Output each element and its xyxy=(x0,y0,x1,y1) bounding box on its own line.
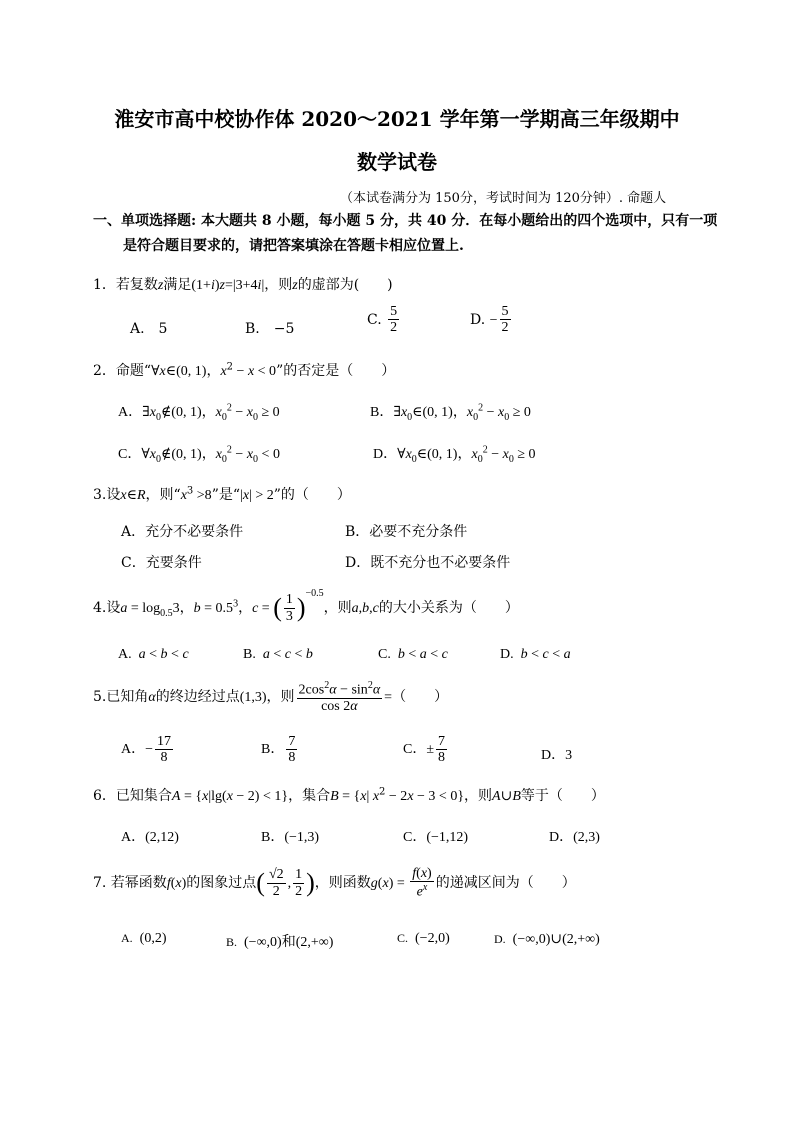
question-3: 3.设x∈R，则“$x^3 >8$”是“|x| > 2”的（ ） xyxy=(93,485,351,503)
q4-option-b: B. a < c < b xyxy=(243,647,313,662)
q1-option-c: C. $\frac{5}{2}$ xyxy=(367,304,398,336)
question-6: 6．已知集合A = {x|lg(x − 2) < 1}，集合B = {x| $x^2 - 2x - 3 < 0$}，则A∪B等于（ ） xyxy=(93,786,605,804)
q4-text-b: ，则 xyxy=(323,600,352,616)
q6-text-b: ，集合 xyxy=(288,788,331,804)
section1-heading-line1: 一、单项选择题: 本大题共 8 小题，每小题 5 分，共 40 分．在每小题给出的四个选项中，只有一项 xyxy=(93,213,718,229)
q3-option-a: A．充分不必要条件 xyxy=(121,524,244,540)
q2-text-a: 2．命题“ xyxy=(93,363,152,379)
q7-option-a: A. (0,2) xyxy=(121,931,167,946)
q3-text-c: ”是“ xyxy=(211,487,241,503)
exam-title-line1: 淮安市高中校协作体 2020～2021 学年第一学期高三年级期中 xyxy=(114,107,680,131)
q4-text-a: 4.设 xyxy=(93,600,121,616)
q5-text-a: 5.已知角 xyxy=(93,689,149,706)
q3-text-d: ”的（ ） xyxy=(273,487,351,503)
q7-text-d: 的递减区间为（ ） xyxy=(435,875,576,892)
q2-option-b: B．$\exists x_0\in(0$, 1)，$x_0^2 - x_0 \ge 0$ xyxy=(370,402,531,423)
q5-option-d: D．3 xyxy=(541,748,573,763)
q4-option-c: C. b < a < c xyxy=(378,647,448,662)
q1-option-a: A. 5 xyxy=(130,321,168,337)
q3-option-c: C．充要条件 xyxy=(121,555,202,571)
q6-option-d: D．(2,3) xyxy=(549,830,600,845)
q1-text-d: 的虚部为( ) xyxy=(297,277,393,293)
q3-option-b: B．必要不充分条件 xyxy=(345,524,468,540)
q6-option-b: B．(−1,3) xyxy=(261,830,320,845)
q3-text-b: ，则“ xyxy=(145,487,181,503)
exam-title-line2: 数学试卷 xyxy=(357,150,437,174)
question-5: 5.已知角α的终边经过点(1,3)，则 $\frac{2\cos^2\alpha - \sin^2\alpha}{\cos 2\alpha}$ =（ ） xyxy=(93,680,449,715)
q1-option-d-label: D. xyxy=(470,311,486,328)
q5-text-d: （ ） xyxy=(392,689,449,706)
q2-option-d: D．$\forall x_0\in(0$, 1)，$x_0^2 - x_0 \ge 0$ xyxy=(373,444,536,465)
q3-text-a: 3.设 xyxy=(93,487,121,503)
q1-option-d: D. − $\frac{5}{2}$ xyxy=(470,304,509,336)
q2-text-b: ”的否定是（ ） xyxy=(276,363,396,379)
q7-and-text: 和 xyxy=(281,935,296,950)
question-4: 4.设$a = \log_{0.5}3$，$b = 0.5^3$，c = ( $\frac{1}{3}$ )$^{-0.5}$，则a,b,c的大小关系为（ ） xyxy=(93,588,519,624)
q1-text-a: 1．若复数 xyxy=(93,277,158,293)
q5-text-c: ，则 xyxy=(266,689,295,706)
q7-text-b: 的图象过点 xyxy=(186,875,257,892)
q7-text-a: 7. 若幂函数 xyxy=(93,875,167,892)
q7-text-c: ，则函数 xyxy=(314,875,371,892)
q4-option-d: D. b < c < a xyxy=(500,647,571,662)
q5-text-b: 的终边经过点 xyxy=(155,689,240,706)
q5-option-b: B． $\frac{7}{8}$ xyxy=(261,734,296,766)
section1-heading-line2: 是符合题目要求的，请把答案填涂在答题卡相应位置上. xyxy=(123,238,464,254)
exam-note: （本试卷满分为 150分，考试时间为 120分钟）. 命题人 xyxy=(340,191,667,206)
q1-option-c-label: C. xyxy=(367,311,382,328)
q7-option-b: B. (−∞,0)和(2,+∞) xyxy=(226,935,334,950)
q6-option-c: C．(−1,12) xyxy=(403,830,469,845)
q5-option-a: A．− $\frac{17}{8}$ xyxy=(121,734,172,766)
q2-option-a: A．$\exists x_0\notin(0$, 1)，$x_0^2 - x_0 \ge 0$ xyxy=(118,402,280,423)
q5-option-c: C．± $\frac{7}{8}$ xyxy=(403,734,446,766)
q6-option-a: A．(2,12) xyxy=(121,830,179,845)
q1-text-c: ，则 xyxy=(264,277,293,293)
q6-text-d: 等于（ ） xyxy=(520,788,605,804)
q1-text-b: 满足 xyxy=(163,277,192,293)
q1-option-b: B. −5 xyxy=(245,321,295,337)
question-1: 1．若复数z满足(1+i)z=|3+4i|，则z的虚部为( ) xyxy=(93,277,393,293)
q6-text-c: ，则 xyxy=(464,788,493,804)
q4-text-c: 的大小关系为（ ） xyxy=(378,600,519,616)
q3-option-d: D．既不充分也不必要条件 xyxy=(345,555,511,571)
q7-option-d: D. (−∞,0)∪(2,+∞) xyxy=(494,932,600,947)
q2-option-c: C．$\forall x_0\notin(0$, 1)，$x_0^2 - x_0 < 0$ xyxy=(118,444,280,465)
q4-option-a: A. a < b < c xyxy=(118,647,189,662)
question-7: 7. 若幂函数f(x)的图象过点( $\frac{√2}{2}$ , $\frac{1}{2}$ )，则函数g(x) = $\frac{f(x)}{e^x}$ 的递减区间为（ ） xyxy=(93,866,576,901)
question-2: 2．命题“∀x∈(0, 1)，$x^2 - x < 0$”的否定是（ ） xyxy=(93,361,396,379)
q6-text-a: 6．已知集合 xyxy=(93,788,172,804)
q7-option-c: C. (−2,0) xyxy=(397,931,450,946)
